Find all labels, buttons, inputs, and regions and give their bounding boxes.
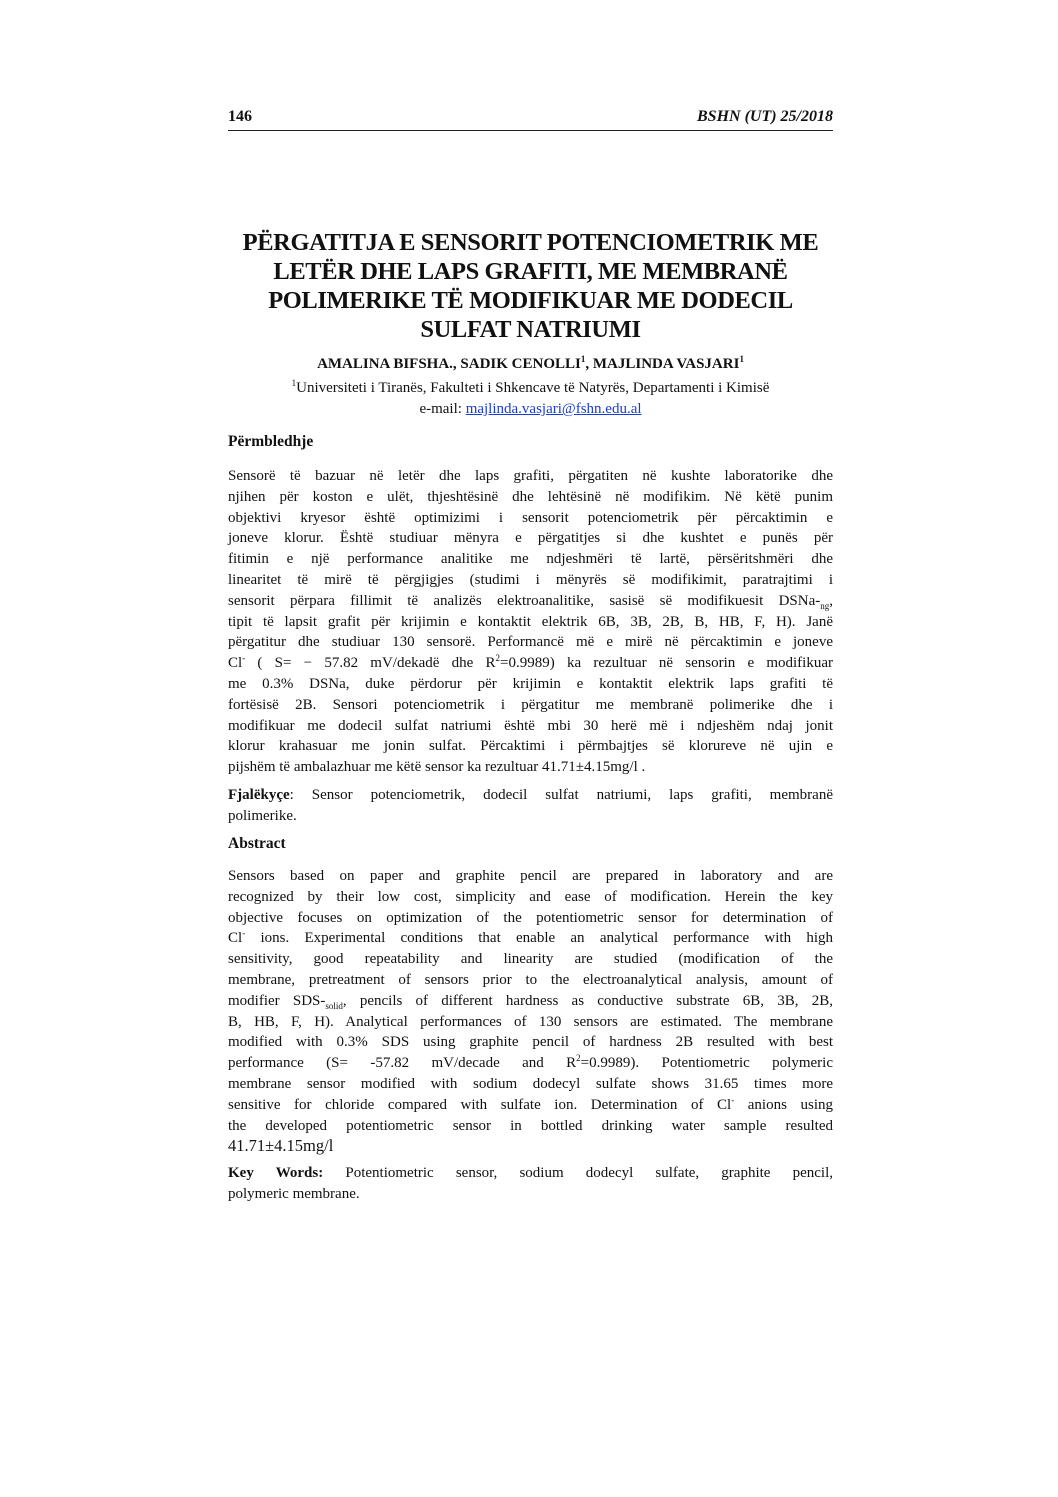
- permbledhje-paragraph: [228, 466, 833, 778]
- subscript: solid: [325, 1000, 343, 1011]
- text-line: joneve klorur. Është studiuar mënyra e përgatitjes si dhe kushtet e punës për: [228, 530, 833, 547]
- text-line: [228, 928, 833, 949]
- text-run: Cl: [228, 930, 243, 947]
- text-line: sensitivity, good repeatability and linearity are studied (modification of the: [228, 951, 833, 968]
- author-name: SADIK CENOLLI: [456, 356, 581, 372]
- text-line: [228, 1095, 833, 1116]
- text-line: [228, 1053, 833, 1074]
- text-line: Sensors based on paper and graphite pencil are prepared in laboratory and are: [228, 868, 833, 884]
- text-run: =0.9989). Potentiometric polymeric: [580, 1055, 833, 1072]
- text-line: fitimin e një performance analitike me ndjeshmëri të lartë, përsëritshmëri dhe: [228, 551, 833, 568]
- section-heading-permbledhje: Përmbledhje: [228, 433, 314, 450]
- affiliation-marker: 1: [291, 378, 297, 388]
- text-run: =0.9989) ka rezultuar në sensorin e modifikuar: [500, 655, 833, 672]
- affiliation-marker: 1: [580, 354, 586, 364]
- superscript: -: [242, 653, 246, 664]
- abstract-paragraph: [228, 866, 833, 1157]
- text-run: performance (S= -57.82 mV/decade and R: [228, 1055, 577, 1072]
- text-line: polymeric membrane.: [228, 1185, 360, 1202]
- text-line: polimerike.: [228, 807, 297, 824]
- text-run: ,: [829, 592, 833, 609]
- subscript: ng: [820, 600, 830, 611]
- text-line: fortësisë 2B. Sensori potenciometrik i përgatitur me membranë polimerike dhe i: [228, 696, 833, 713]
- keywords-block: [228, 1163, 833, 1205]
- text-run: anions using: [734, 1096, 833, 1113]
- running-header: [228, 108, 833, 131]
- text-line: modifikuar me dodecil sulfat natriumi është mbi 30 herë më i ndjeshëm ndaj jonit: [228, 717, 833, 734]
- page-number: 146: [228, 108, 252, 125]
- text-line: objective focuses on optimization of the potentiometric sensor for determination of: [228, 909, 833, 926]
- affiliation: [228, 380, 833, 397]
- superscript: -: [731, 1094, 735, 1105]
- journal-reference: BSHN (UT) 25/2018: [697, 108, 833, 125]
- fjalekyce-label: Fjalëkyçe: [228, 787, 290, 803]
- text-run: sensorit përpara fillimit të analizës elektroanalitike, sasisë së modifikuesit DSNa-: [228, 592, 821, 609]
- text-line: B, HB, F, H). Analytical performances of 130 sensors are estimated. The membrane: [228, 1013, 833, 1030]
- author-name: AMALINA BIFSHA.,: [317, 356, 457, 372]
- section-heading-abstract: Abstract: [228, 835, 286, 852]
- text-line: membrane, pretreatment of sensors prior to the electroanalytical analysis, amount of: [228, 971, 833, 988]
- author-name: , MAJLINDA VASJARI: [585, 356, 740, 372]
- fjalekyce-block: [228, 785, 833, 827]
- text-line: [228, 1163, 833, 1184]
- superscript: 2: [495, 653, 501, 664]
- fjalekyce-text: : Sensor potenciometrik, dodecil sulfat natriumi, laps grafiti, membranë: [289, 787, 833, 803]
- text-line: pijshëm të ambalazhuar me këtë sensor ka rezultuar 41.71±4.15mg/l .: [228, 759, 646, 776]
- email-line: [228, 401, 833, 418]
- text-line: the developed potentiometric sensor in bottled drinking water sample resulted: [228, 1117, 833, 1134]
- author-list: [228, 356, 833, 373]
- text-line: Sensorë të bazuar në letër dhe laps grafiti, përgatiten në kushte laboratorike dhe: [228, 468, 833, 484]
- affiliation-marker: 1: [739, 354, 744, 364]
- keywords-text: Potentiometric sensor, sodium dodecyl sulfate, graphite pencil,: [323, 1165, 833, 1181]
- text-line: linearitet të mirë të përgjigjes (studimi i mënyrës së modifikimit, paratrajtimi i: [228, 571, 833, 588]
- email-label: e-mail:: [419, 401, 466, 417]
- keywords-label: Key Words:: [228, 1165, 324, 1181]
- text-line: klorur krahasuar me jonin sulfat. Përcaktimi i përmbajtjes së klorureve në ujin e: [228, 738, 833, 755]
- text-line: membrane sensor modified with sodium dodecyl sulfate shows 31.65 times more: [228, 1075, 833, 1092]
- email-link[interactable]: majlinda.vasjari@fshn.edu.al: [465, 401, 642, 417]
- text-line: tipit të lapsit grafit për krijimin e kontaktit elektrik 6B, 3B, 2B, B, HB, F, H). Janë: [228, 613, 833, 630]
- text-line: [228, 591, 833, 612]
- text-run: , pencils of different hardness as conductive substrate 6B, 3B, 2B,: [342, 992, 833, 1009]
- superscript: -: [242, 928, 246, 939]
- text-run: ions. Experimental conditions that enable an analytical performance with high: [245, 930, 833, 947]
- text-line: njihen për koston e ulët, thjeshtësinë dhe lehtësinë në modifikim. Në këtë punim: [228, 488, 833, 505]
- text-run: ( S= − 57.82 mV/dekadë dhe R: [245, 655, 496, 672]
- title-line: SULFAT NATRIUMI: [420, 316, 641, 343]
- text-line: objektivi kryesor është optimizimi i sensorit potenciometrik për përcaktimin e: [228, 509, 833, 526]
- text-line: modified with 0.3% SDS using graphite pencil of hardness 2B resulted with best: [228, 1034, 833, 1051]
- text-line: me 0.3% DSNa, duke përdorur për krijimin e kontaktit elektrik laps grafiti të: [228, 675, 833, 692]
- paper-title: [228, 228, 833, 344]
- affiliation-text: Universiteti i Tiranës, Fakulteti i Shkencave të Natyrës, Departamenti i Kimisë: [296, 380, 770, 396]
- text-line: 41.71±4.15mg/l: [228, 1136, 334, 1156]
- text-line: përgatitur dhe studiuar 130 sensorë. Performancë më e mirë në përcaktimin e joneve: [228, 634, 833, 651]
- text-run: Cl: [228, 655, 243, 672]
- text-line: [228, 785, 833, 806]
- text-line: [228, 991, 833, 1012]
- title-line: LETËR DHE LAPS GRAFITI, ME MEMBRANË: [273, 258, 788, 285]
- text-run: sensitive for chloride compared with sulfate ion. Determination of Cl: [228, 1096, 732, 1113]
- text-line: [228, 653, 833, 674]
- text-line: recognized by their low cost, simplicity and ease of modification. Herein the key: [228, 888, 833, 905]
- title-line: POLIMERIKE TË MODIFIKUAR ME DODECIL: [268, 287, 793, 314]
- title-line: PËRGATITJA E SENSORIT POTENCIOMETRIK ME: [242, 229, 819, 256]
- text-run: modifier SDS-: [228, 992, 326, 1009]
- superscript: 2: [576, 1053, 581, 1064]
